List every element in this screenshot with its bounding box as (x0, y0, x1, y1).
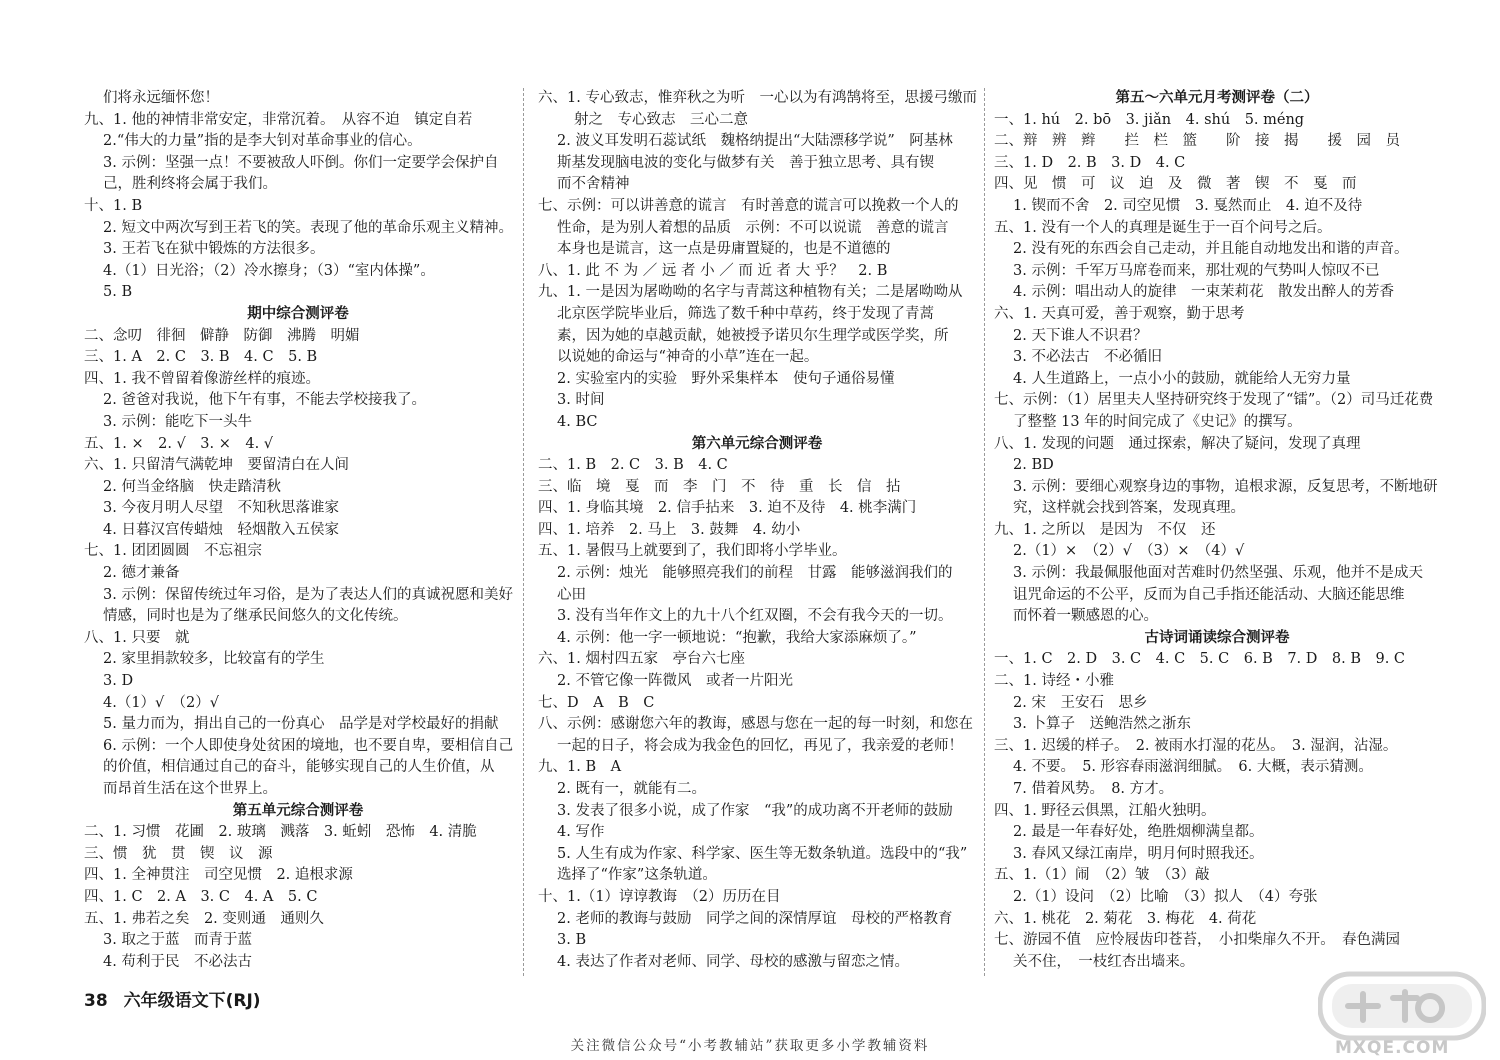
answer-line: 3. 发表了很多小说，成了作家 “我”的成功离不开老师的鼓励 (557, 802, 953, 819)
answer-line: 2. 最是一年春好处，绝胜烟柳满皇都。 (1013, 824, 1264, 841)
answer-line: 九、1. 他的神情非常安定，非常沉着。 从容不迫 镇定自若 (84, 111, 473, 128)
answer-line: 2. 示例：烛光 能够照亮我们的前程 甘露 能够滋润我们的 (557, 565, 953, 582)
answer-line: 3. 取之于蓝 而青于蓝 (103, 932, 252, 949)
answer-line: 2. 宋 王安石 思乡 (1013, 694, 1148, 711)
answer-line: 二、1. 诗经・小雅 (994, 673, 1114, 690)
answer-line: 2. BD (1013, 457, 1054, 474)
answer-line: 而怀着一颗感恩的心。 (1013, 608, 1158, 625)
answer-line: 八、1. 只要 就 (84, 629, 190, 646)
answer-line: 2. 老师的教诲与鼓励 同学之间的深情厚谊 母校的严格教育 (557, 910, 953, 927)
answer-line: 5. 量力而为，捐出自己的一份真心 品学是对学校最好的捐献 (103, 716, 499, 733)
answer-line: 三、临 境 戛 而 李 门 不 待 重 长 信 拈 (538, 478, 901, 495)
answer-line: 3. 示例：千军万马席卷而来，那壮观的气势叫人惊叹不已 (1013, 262, 1380, 279)
answer-line: 三、1. 迟缓的样子。 2. 被雨水打湿的花丛。 3. 湿润，沾湿。 (994, 737, 1398, 754)
watermark-url: MXQE.COM (1335, 1038, 1450, 1058)
answer-line: 3. 卜算子 送鲍浩然之浙东 (1013, 716, 1191, 733)
answer-line: 四、1. 全神贯注 司空见惯 2. 追根求源 (84, 867, 353, 884)
answer-line: 4. 写作 (557, 824, 605, 841)
book-title: 六年级语文下(RJ) (123, 991, 261, 1011)
answer-line: 2. 没有死的东西会自己走动，并且能自动地发出和谐的声音。 (1013, 241, 1409, 258)
footer-note: 关注微信公众号“小考教辅站”获取更多小学教辅资料 (570, 1038, 930, 1054)
answer-line: 选择了“作家”这条轨道。 (557, 867, 717, 884)
answer-line: 五、1. × 2. √ 3. × 4. √ (84, 435, 274, 452)
answer-line: 四、1. 培养 2. 马上 3. 鼓舞 4. 幼小 (538, 521, 801, 538)
answer-column-right (994, 88, 1440, 973)
answer-line: 4. 人生道路上，一点小小的鼓励，就能给人无穷力量 (1013, 370, 1351, 387)
answer-line: 3. D (103, 673, 134, 690)
answer-line: 4. 表达了作者对老师、同学、母校的感激与留恋之情。 (557, 953, 909, 970)
answer-line: 3. 今夜月明人尽望 不知秋思落谁家 (103, 500, 339, 517)
answer-line: 八、1. 此 不 为 ／ 远 者 小 ／ 而 近 者 大 乎？ 2. B (538, 262, 888, 279)
answer-line: 诅咒命运的不公平，反而为自己手指还能活动、大脑还能思维 (1013, 586, 1405, 603)
answer-line: 3. 示例：保留传统过年习俗，是为了表达人们的真诚祝愿和美好 (103, 586, 513, 603)
answer-line: 九、1. 之所以 是因为 不仅 还 (994, 521, 1216, 538)
answer-line: 二、念叨 徘徊 僻静 防御 沸腾 明媚 (84, 327, 360, 344)
answer-line: 2. 爸爸对我说，他下午有事，不能去学校接我了。 (103, 392, 426, 409)
page-footer (84, 986, 261, 1011)
answer-line: 3. 示例：要细心观察身边的事物，追根求源，反复思考，不断地研 (1013, 478, 1438, 495)
answer-line: 们将永远缅怀您！ (103, 90, 219, 106)
answer-line: 4. 苟利于民 不必法古 (103, 953, 252, 970)
answer-line: 的价值，相信通过自己的奋斗，能够实现自己的人生价值，从 (103, 759, 495, 776)
answer-line: 本身也是谎言，这一点是毋庸置疑的，也是不道德的 (557, 241, 891, 258)
answer-line: 二、辩 辨 辫 拦 栏 篮 阶 接 揭 援 园 员 (994, 133, 1400, 150)
answer-line: 一、1. C 2. D 3. C 4. C 5. C 6. B 7. D 8. B 9. C (994, 651, 1406, 668)
answer-line: 2.“伟大的力量”指的是李大钊对革命事业的信心。 (103, 133, 422, 150)
answer-line: 4.（1）日光浴；（2）冷水擦身；（3）“室内体操”。 (103, 262, 435, 279)
answer-line: 北京医学院毕业后，筛选了数千种中草药，终于发现了青蒿 (557, 305, 934, 322)
section-heading: 第六单元综合测评卷 (691, 435, 823, 452)
answer-line: 七、D A B C (538, 694, 655, 711)
answer-column-left (84, 88, 512, 973)
answer-line: 七、示例：（1）居里夫人坚持研究终于发现了“镭”。（2）司马迁花费 (994, 392, 1434, 409)
answer-line: 以说她的命运与“神奇的小草”连在一起。 (557, 349, 819, 366)
answer-line: 四、1. 我不曾留着像游丝样的痕迹。 (84, 370, 320, 387)
answer-line: 3. B (557, 932, 587, 949)
answer-line: 4. BC (557, 413, 598, 430)
page-number: 38 (84, 991, 108, 1011)
answer-line: 三、1. A 2. C 3. B 4. C 5. B (84, 349, 318, 366)
answer-line: 3. 示例：能吃下一头牛 (103, 413, 252, 430)
answer-line: 3. 没有当年作文上的九十八个红双圈，不会有我今天的一切。 (557, 608, 953, 625)
answer-line: 四、1. 野径云俱黑，江船火独明。 (994, 802, 1216, 819)
column-divider (984, 88, 985, 976)
answer-line: 4. 不要。 5. 形容春雨滋润细腻。 6. 大概，表示猜测。 (1013, 759, 1373, 776)
answer-line: 八、示例：感谢您六年的教诲，感恩与您在一起的每一时刻，和您在 (538, 716, 973, 733)
answer-line: 2. 实验室内的实验 野外采集样本 使句子通俗易懂 (557, 370, 895, 387)
answer-line: 2.（1）设问 （2）比喻 （3）拟人 （4）夸张 (1013, 888, 1318, 905)
answer-line: 2. 既有一，就能有二。 (557, 781, 706, 797)
answer-line: 九、1. 一是因为屠呦呦的名字与青蒿这种植物有关；二是屠呦呦从 (538, 284, 963, 301)
answer-line: 四、1. 身临其境 2. 信手拈来 3. 迫不及待 4. 桃李满门 (538, 500, 917, 517)
answer-line: 五、1. 没有一个人的真理是诞生于一百个问号之后。 (994, 219, 1332, 236)
section-heading: 古诗词诵读综合测评卷 (1144, 629, 1290, 646)
answer-line: 五、1. 弗若之矣 2. 变则通 通则久 (84, 910, 324, 927)
answer-line: 2. 德才兼备 (103, 565, 180, 582)
answer-line: 性命，是为别人着想的品质 示例：不可以说谎 善意的谎言 (557, 219, 949, 236)
column-divider (523, 88, 524, 976)
answer-line: 4. 示例：他一字一顿地说：“抱歉，我给大家添麻烦了。” (557, 629, 917, 646)
answer-line: 3. 示例：坚强一点！不要被敌人吓倒。你们一定要学会保护自 (103, 154, 499, 171)
answer-line: 二、1. 习惯 花圃 2. 玻璃 溅落 3. 蚯蚓 恐怖 4. 清脆 (84, 824, 477, 841)
answer-line: 七、1. 团团圆圆 不忘祖宗 (84, 543, 262, 560)
answer-line: 4.（1）√ （2）√ (103, 694, 220, 711)
answer-line: 2. 何当金络脑 快走踏清秋 (103, 478, 281, 495)
answer-line: 关不住， 一枝红杏出墙来。 (1013, 953, 1195, 970)
answer-line: 5. 人生有成为作家、科学家、医生等无数条轨道。选段中的“我” (557, 845, 968, 862)
answer-line: 了整整 13 年的时间完成了《史记》的撰写。 (1013, 413, 1302, 430)
answer-line: 二、1. B 2. C 3. B 4. C (538, 457, 728, 474)
answer-line: 2. 短文中两次写到王若飞的笑。表现了他的革命乐观主义精神。 (103, 219, 513, 236)
answer-line: 7. 借着风势。 8. 方才。 (1013, 781, 1174, 797)
answer-line: 2. 天下谁人不识君？ (1013, 327, 1148, 344)
answer-line: 素，因为她的卓越贡献，她被授予诺贝尔生理学或医学奖，所 (557, 327, 949, 344)
answer-line: 5. B (103, 284, 133, 301)
answer-line: 情感，同时也是为了继承民间悠久的文化传统。 (103, 608, 408, 625)
answer-line: 4. 日暮汉宫传蜡烛 轻烟散入五侯家 (103, 521, 339, 538)
answer-line: 心田 (557, 586, 586, 603)
answer-line: 究，这样就会找到答案，发现真理。 (1013, 500, 1245, 517)
answer-line: 三、惯 犹 贯 锲 议 源 (84, 845, 273, 862)
answer-line: 一起的日子，将会成为我金色的回忆，再见了，我亲爱的老师！ (557, 737, 963, 754)
answer-line: 2. 家里捐款较多，比较富有的学生 (103, 651, 325, 668)
answer-line: 一、1. hú 2. bō 3. jiǎn 4. shú 5. méng (994, 111, 1305, 128)
answer-line: 五、1.（1）闹 （2）皱 （3）敲 (994, 867, 1210, 884)
answer-line: 3. 时间 (557, 392, 605, 409)
answer-line: 2. 波义耳发明石蕊试纸 魏格纳提出“大陆漂移学说” 阿基林 (557, 133, 953, 150)
answer-line: 六、1. 专心致志，惟弈秋之为听 一心以为有鸿鹄将至，思援弓缴而 (538, 90, 977, 106)
answer-line: 1. 锲而不舍 2. 司空见惯 3. 戛然而止 4. 迫不及待 (1013, 197, 1363, 214)
answer-line: 射之 专心致志 三心二意 (574, 111, 748, 128)
answer-line: 4. 示例：唱出动人的旋律 一束茉莉花 散发出醉人的芳香 (1013, 284, 1394, 301)
section-heading: 期中综合测评卷 (247, 305, 349, 322)
answer-line: 3. 示例：我最佩服他面对苦难时仍然坚强、乐观，他并不是成天 (1013, 565, 1423, 582)
answer-line: 七、游园不值 应怜屐齿印苍苔， 小扣柴扉久不开。 春色满园 (994, 932, 1400, 949)
answer-line: 十、1.（1）谆谆教诲 （2）历历在目 (538, 888, 781, 905)
answer-line: 六、1. 天真可爱，善于观察，勤于思考 (994, 305, 1245, 322)
section-heading: 第五单元综合测评卷 (232, 802, 364, 819)
answer-line: 而不舍精神 (557, 176, 630, 193)
answer-line: 而昂首生活在这个世界上。 (103, 781, 277, 797)
answer-line: 六、1. 烟村四五家 亭台六七座 (538, 651, 745, 668)
answer-line: 3. 不必法古 不必循旧 (1013, 349, 1162, 366)
answer-line: 斯基发现脑电波的变化与做梦有关 善于独立思考、具有锲 (557, 154, 934, 171)
answer-line: 五、1. 暑假马上就要到了，我们即将小学毕业。 (538, 543, 847, 560)
answer-line: 6. 示例：一个人即使身处贫困的境地，也不要自卑，要相信自己 (103, 737, 513, 754)
answer-line: 3. 王若飞在狱中锻炼的方法很多。 (103, 241, 325, 258)
answer-line: 九、1. B A (538, 759, 622, 776)
answer-line: 十、1. B (84, 197, 143, 214)
answer-line: 2.（1）× （2）√ （3）× （4）√ (1013, 543, 1245, 560)
section-heading: 第五～六单元月考测评卷（二） (1115, 90, 1319, 106)
answer-line: 六、1. 桃花 2. 菊花 3. 梅花 4. 荷花 (994, 910, 1257, 927)
answer-column-middle (538, 88, 976, 973)
answer-line: 七、示例：可以讲善意的谎言 有时善意的谎言可以挽救一个人的 (538, 197, 959, 214)
answer-line: 2. 不管它像一阵微风 或者一片阳光 (557, 673, 793, 690)
answer-line: 四、1. C 2. A 3. C 4. A 5. C (84, 888, 318, 905)
answer-line: 3. 春风又绿江南岸，明月何时照我还。 (1013, 845, 1264, 862)
answer-line: 六、1. 只留清气满乾坤 要留清白在人间 (84, 457, 349, 474)
answer-line: 八、1. 发现的问题 通过探索，解决了疑问，发现了真理 (994, 435, 1361, 452)
answer-line: 三、1. D 2. B 3. D 4. C (994, 154, 1186, 171)
answer-line: 四、见 惯 可 议 迫 及 微 著 锲 不 戛 而 (994, 176, 1357, 193)
answer-line: 己，胜利终将会属于我们。 (103, 176, 277, 193)
